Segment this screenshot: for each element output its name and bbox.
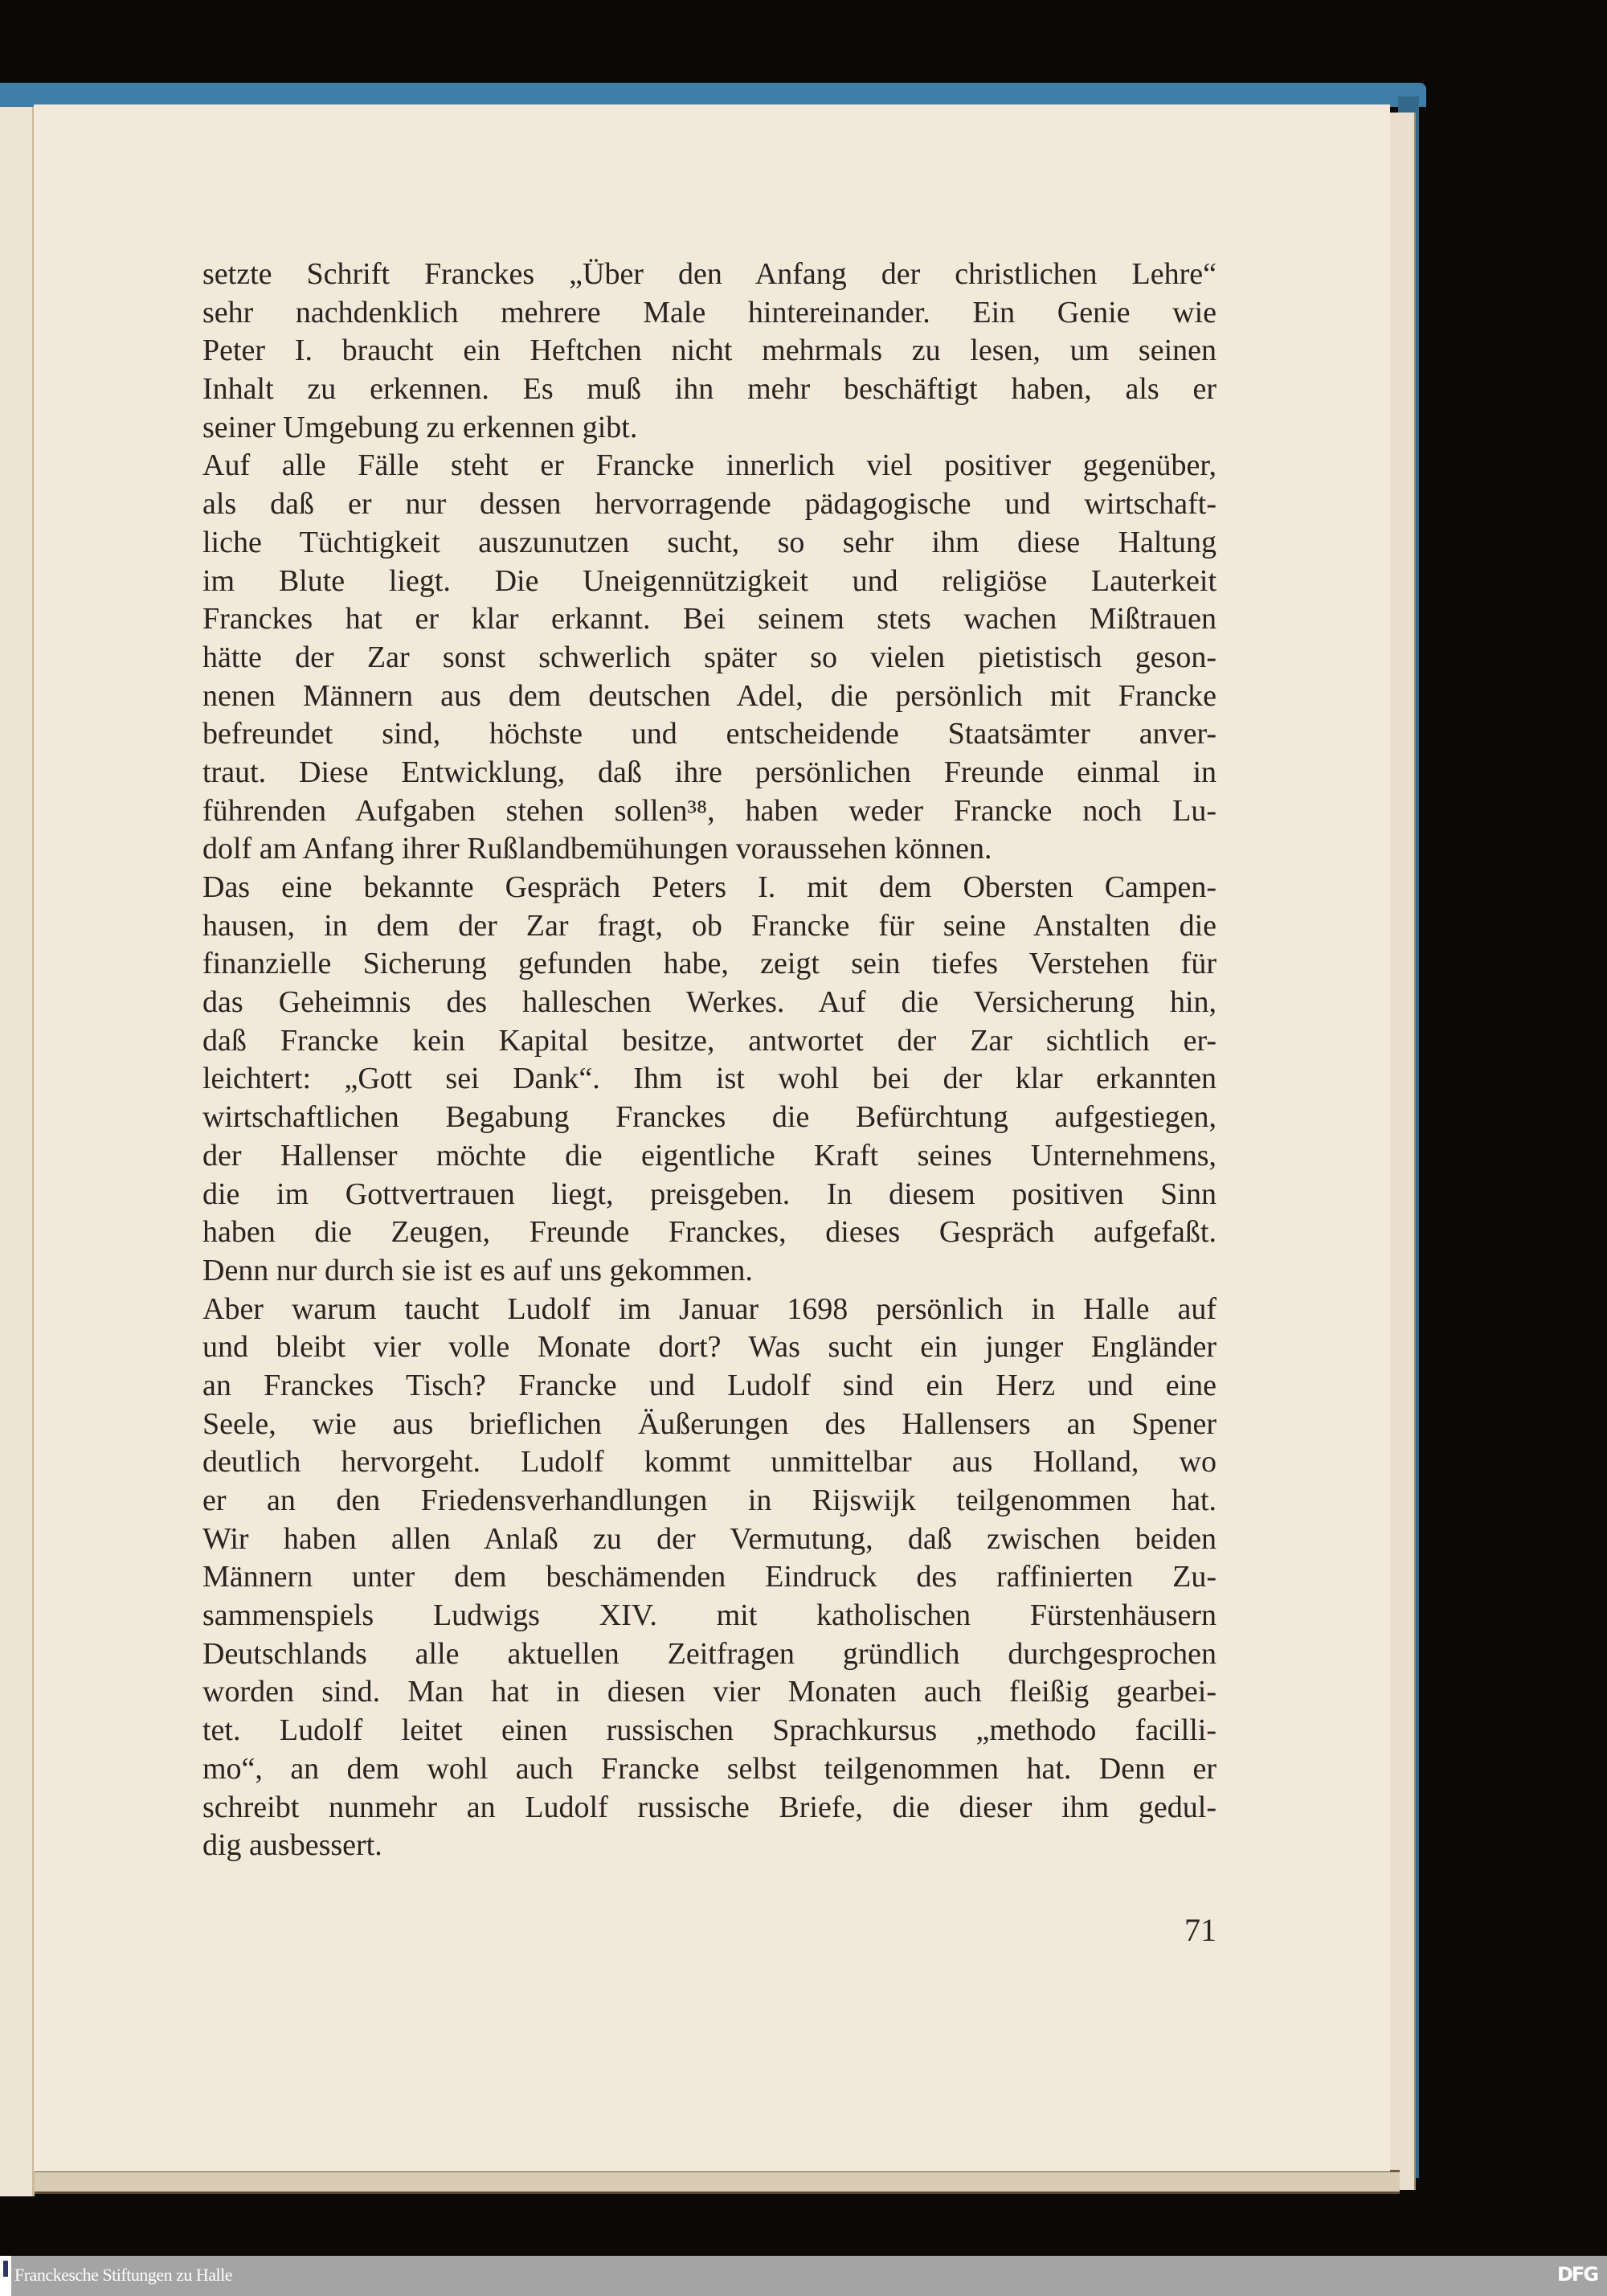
text-line: tet. Ludolf leitet einen russischen Sprachkursus „methodo facilli- bbox=[202, 1713, 1216, 1748]
text-line: dolf am Anfang ihrer Rußlandbemühungen voraussehen können. bbox=[202, 832, 992, 866]
page-leaves-bottom-edge bbox=[34, 2170, 1400, 2194]
text-line: Auf alle Fälle steht er Francke innerlich viel positiver gegenüber, bbox=[202, 448, 1216, 483]
text-line: seiner Umgebung zu erkennen gibt. bbox=[202, 410, 638, 444]
text-line: Inhalt zu erkennen. Es muß ihn mehr beschäftigt haben, als er bbox=[202, 372, 1216, 407]
text-line: dig ausbessert. bbox=[202, 1828, 382, 1863]
text-line: Wir haben allen Anlaß zu der Vermutung, daß zwischen beiden bbox=[202, 1521, 1216, 1556]
text-line: an Franckes Tisch? Francke und Ludolf sind ein Herz und eine bbox=[202, 1368, 1216, 1402]
body-text bbox=[202, 256, 1216, 1865]
text-line: haben die Zeugen, Freunde Franckes, dieses Gespräch aufgefaßt. bbox=[202, 1215, 1216, 1250]
text-line: er an den Friedensverhandlungen in Rijswijk teilgenommen hat. bbox=[202, 1484, 1216, 1517]
text-line: Das eine bekannte Gespräch Peters I. mit dem Obersten Campen- bbox=[202, 870, 1216, 904]
text-line: hausen, in dem der Zar fragt, ob Francke für seine Anstalten die bbox=[202, 908, 1216, 943]
left-page-sliver bbox=[0, 107, 35, 2196]
page-leaves-edge bbox=[1388, 113, 1416, 2190]
text-line: Aber warum taucht Ludolf im Januar 1698 persönlich in Halle auf bbox=[202, 1291, 1216, 1326]
text-line: Franckes hat er klar erkannt. Bei seinem stets wachen Mißtrauen bbox=[202, 602, 1216, 636]
text-line: Männern unter dem beschämenden Eindruck des raffinierten Zu- bbox=[202, 1560, 1216, 1594]
text-line: nenen Männern aus dem deutschen Adel, die persönlich mit Francke bbox=[202, 678, 1216, 713]
text-line: traut. Diese Entwicklung, daß ihre persönlichen Freunde einmal in bbox=[202, 755, 1216, 789]
franckesche-stiftungen-logo-icon bbox=[0, 2256, 11, 2296]
text-line: liche Tüchtigkeit auszunutzen sucht, so sehr ihm diese Haltung bbox=[202, 525, 1216, 559]
dfg-logo-icon: DFG bbox=[1557, 2263, 1598, 2286]
text-line: wirtschaftlichen Begabung Franckes die Befürchtung aufgestiegen, bbox=[202, 1100, 1216, 1135]
text-line: die im Gottvertrauen liegt, preisgeben. In diesem positiven Sinn bbox=[202, 1177, 1216, 1211]
text-line: worden sind. Man hat in diesen vier Monaten auch fleißig gearbei- bbox=[202, 1675, 1216, 1709]
text-line: sehr nachdenklich mehrere Male hintereinander. Ein Genie wie bbox=[202, 295, 1216, 329]
text-line: Peter I. braucht ein Heftchen nicht mehrmals zu lesen, um seinen bbox=[202, 334, 1216, 368]
text-line: das Geheimnis des halleschen Werkes. Auf die Versicherung hin, bbox=[202, 985, 1216, 1020]
text-line: befreundet sind, höchste und entscheidende Staatsämter anver- bbox=[202, 717, 1216, 751]
text-line: als daß er nur dessen hervorragende pädagogische und wirtschaft- bbox=[202, 487, 1216, 522]
text-line: schreibt nunmehr an Ludolf russische Briefe, die dieser ihm gedul- bbox=[202, 1790, 1216, 1824]
text-line: Denn nur durch sie ist es auf uns gekommen. bbox=[202, 1253, 753, 1287]
text-line: führenden Aufgaben stehen sollen³⁸, haben weder Francke noch Lu- bbox=[202, 793, 1216, 828]
footer-bar bbox=[0, 2256, 1607, 2296]
text-line: deutlich hervorgeht. Ludolf kommt unmittelbar aus Holland, wo bbox=[202, 1445, 1216, 1480]
text-line: daß Francke kein Kapital besitze, antwortet der Zar sichtlich er- bbox=[202, 1023, 1216, 1058]
text-line: und bleibt vier volle Monate dort? Was sucht ein junger Engländer bbox=[202, 1330, 1216, 1365]
footer-institution-label: Franckesche Stiftungen zu Halle bbox=[14, 2265, 233, 2285]
text-line: finanzielle Sicherung gefunden habe, zeigt sein tiefes Verstehen für bbox=[202, 947, 1216, 981]
text-line: sammenspiels Ludwigs XIV. mit katholischen Fürstenhäusern bbox=[202, 1598, 1216, 1633]
text-line: der Hallenser möchte die eigentliche Kraft seines Unternehmens, bbox=[202, 1138, 1216, 1173]
page-number: 71 bbox=[1184, 1912, 1216, 1948]
book-cover-top-edge bbox=[0, 83, 1426, 107]
text-line: leichtert: „Gott sei Dank“. Ihm ist wohl bei der klar erkannten bbox=[202, 1062, 1216, 1096]
text-line: Seele, wie aus brieflichen Äußerungen des Hallensers an Spener bbox=[202, 1406, 1216, 1441]
text-line: hätte der Zar sonst schwerlich später so vielen pietistisch geson- bbox=[202, 640, 1216, 674]
text-line: Deutschlands alle aktuellen Zeitfragen gründlich durchgesprochen bbox=[202, 1636, 1216, 1671]
text-line: im Blute liegt. Die Uneigennützigkeit und religiöse Lauterkeit bbox=[202, 563, 1216, 598]
text-line: setzte Schrift Franckes „Über den Anfang der christlichen Lehre“ bbox=[202, 257, 1216, 291]
text-line: mo“, an dem wohl auch Francke selbst teilgenommen hat. Denn er bbox=[202, 1751, 1216, 1786]
